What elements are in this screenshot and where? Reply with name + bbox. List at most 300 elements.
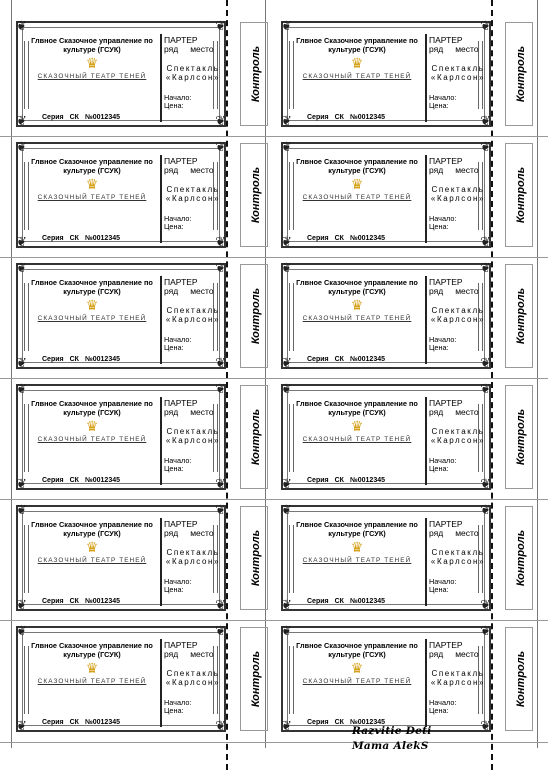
- hall-section: ПАРТЕР: [164, 398, 198, 408]
- start-time-label: Начало:: [429, 698, 457, 707]
- start-time-label: Начало:: [164, 93, 192, 102]
- start-time-label: Начало:: [429, 577, 457, 586]
- series-code: СК: [334, 477, 344, 484]
- seat-info: [429, 278, 487, 352]
- watermark-line-1: Razvitie Deti: [352, 725, 432, 737]
- control-label: Контроль: [515, 650, 527, 708]
- corner-ornament-icon: ❦: [215, 598, 226, 613]
- row-seat-labels: [164, 287, 222, 296]
- ticket-number: №0012345: [349, 719, 386, 726]
- row-seat-labels: [164, 166, 222, 175]
- corner-ornament-icon: ❦: [215, 356, 226, 371]
- ticket-series: [42, 235, 126, 242]
- series-label: Серия: [307, 477, 329, 484]
- seat-label: место: [455, 528, 479, 538]
- cut-line-row-5: [0, 620, 548, 621]
- control-stub: [238, 139, 274, 251]
- corner-ornament-icon: ❦: [281, 114, 292, 129]
- crown-icon: ♛: [85, 419, 99, 435]
- column-ornament-icon: [289, 162, 294, 230]
- ticket-number: №0012345: [84, 235, 121, 242]
- corner-ornament-icon: ❦: [480, 598, 491, 613]
- corner-ornament-icon: ❦: [281, 382, 292, 397]
- ticket-series: [307, 598, 391, 605]
- series-label: Серия: [307, 719, 329, 726]
- divider: [425, 155, 427, 243]
- column-ornament-icon: [289, 646, 294, 714]
- theatre-name: СКАЗОЧНЫЙ ТЕАТР ТЕНЕЙ: [302, 436, 412, 443]
- theatre-name: СКАЗОЧНЫЙ ТЕАТР ТЕНЕЙ: [37, 315, 147, 322]
- show-title: «Карлсон»: [165, 557, 221, 566]
- start-time-label: Начало:: [164, 456, 192, 465]
- corner-ornament-icon: ❦: [215, 235, 226, 250]
- show-label: Спектакль: [166, 306, 220, 315]
- corner-ornament-icon: ❦: [281, 261, 292, 276]
- cut-line-row-4: [0, 499, 548, 500]
- ticket-issuer: [30, 641, 154, 685]
- ticket-series: [42, 719, 126, 726]
- seat-label: место: [455, 407, 479, 417]
- ticket-series: [307, 356, 391, 363]
- divider: [160, 155, 162, 243]
- series-code: СК: [334, 235, 344, 242]
- seat-info: [429, 157, 487, 231]
- theatre-name: СКАЗОЧНЫЙ ТЕАТР ТЕНЕЙ: [302, 194, 412, 201]
- show-title: «Карлсон»: [165, 194, 221, 203]
- control-label: Контроль: [250, 529, 262, 587]
- cut-line-row-2: [0, 257, 548, 258]
- theatre-name: СКАЗОЧНЫЙ ТЕАТР ТЕНЕЙ: [37, 436, 147, 443]
- crown-icon: ♛: [350, 177, 364, 193]
- corner-ornament-icon: ❦: [16, 382, 27, 397]
- row-seat-labels: [429, 408, 487, 417]
- series-code: СК: [334, 114, 344, 121]
- series-label: Серия: [42, 598, 64, 605]
- organization-name: Глвное Сказочное управление по культуре (ГСУК): [31, 278, 153, 296]
- show-label: Спектакль: [431, 185, 485, 194]
- column-ornament-icon: [24, 404, 29, 472]
- column-ornament-icon: [289, 404, 294, 472]
- show-label: Спектакль: [431, 548, 485, 557]
- row-label: ряд: [429, 649, 444, 659]
- ticket-series: [42, 598, 126, 605]
- start-time-label: Начало:: [164, 698, 192, 707]
- organization-name: Глвное Сказочное управление по культуре (ГСУК): [31, 641, 153, 659]
- start-time-label: Начало:: [429, 456, 457, 465]
- series-code: СК: [69, 598, 79, 605]
- organization-name: Глвное Сказочное управление по культуре (ГСУК): [296, 399, 418, 417]
- column-ornament-icon: [289, 283, 294, 351]
- ticket: [279, 139, 531, 251]
- organization-name: Глвное Сказочное управление по культуре (ГСУК): [296, 278, 418, 296]
- corner-ornament-icon: ❦: [16, 719, 27, 734]
- ticket-issuer: [295, 278, 419, 322]
- divider: [425, 34, 427, 122]
- show-label: Спектакль: [166, 185, 220, 194]
- ticket: [279, 381, 531, 493]
- divider: [160, 34, 162, 122]
- show-label: Спектакль: [431, 64, 485, 73]
- corner-ornament-icon: ❦: [16, 19, 27, 34]
- show-title: «Карлсон»: [165, 436, 221, 445]
- hall-section: ПАРТЕР: [429, 640, 463, 650]
- control-stub: [238, 502, 274, 614]
- corner-ornament-icon: ❦: [281, 140, 292, 155]
- column-ornament-icon: [24, 646, 29, 714]
- ticket-issuer: [30, 520, 154, 564]
- organization-name: Глвное Сказочное управление по культуре (ГСУК): [31, 157, 153, 175]
- price-label: Цена:: [164, 585, 184, 594]
- row-seat-labels: [429, 166, 487, 175]
- corner-ornament-icon: ❦: [215, 140, 226, 155]
- corner-ornament-icon: ❦: [480, 624, 491, 639]
- row-label: ряд: [164, 407, 179, 417]
- seat-label: место: [190, 286, 214, 296]
- series-label: Серия: [307, 598, 329, 605]
- series-label: Серия: [307, 114, 329, 121]
- divider: [160, 276, 162, 364]
- seat-info: [429, 399, 487, 473]
- seat-info: [164, 36, 222, 110]
- corner-ornament-icon: ❦: [281, 477, 292, 492]
- corner-ornament-icon: ❦: [480, 235, 491, 250]
- crown-icon: ♛: [85, 177, 99, 193]
- ticket-series: [307, 235, 391, 242]
- start-time-label: Начало:: [429, 214, 457, 223]
- corner-ornament-icon: ❦: [215, 114, 226, 129]
- crown-icon: ♛: [85, 661, 99, 677]
- seat-info: [164, 520, 222, 594]
- control-stub: [503, 381, 539, 493]
- corner-ornament-icon: ❦: [281, 235, 292, 250]
- ticket-number: №0012345: [84, 114, 121, 121]
- show-title: «Карлсон»: [165, 678, 221, 687]
- crown-icon: ♛: [350, 56, 364, 72]
- control-label: Контроль: [250, 287, 262, 345]
- corner-ornament-icon: ❦: [215, 19, 226, 34]
- control-label: Контроль: [515, 408, 527, 466]
- crown-icon: ♛: [85, 540, 99, 556]
- seat-label: место: [190, 528, 214, 538]
- corner-ornament-icon: ❦: [480, 382, 491, 397]
- ticket-number: №0012345: [84, 598, 121, 605]
- row-seat-labels: [164, 408, 222, 417]
- row-seat-labels: [429, 287, 487, 296]
- seat-info: [164, 399, 222, 473]
- row-label: ряд: [429, 286, 444, 296]
- price-label: Цена:: [164, 222, 184, 231]
- show-title: «Карлсон»: [430, 194, 486, 203]
- seat-label: место: [190, 44, 214, 54]
- start-time-label: Начало:: [164, 577, 192, 586]
- seat-label: место: [190, 165, 214, 175]
- corner-ornament-icon: ❦: [215, 624, 226, 639]
- series-label: Серия: [42, 477, 64, 484]
- show-title: «Карлсон»: [165, 315, 221, 324]
- crown-icon: ♛: [350, 419, 364, 435]
- ticket-number: №0012345: [349, 235, 386, 242]
- divider: [425, 518, 427, 606]
- show-title: «Карлсон»: [430, 678, 486, 687]
- control-label: Контроль: [250, 650, 262, 708]
- organization-name: Глвное Сказочное управление по культуре (ГСУК): [31, 399, 153, 417]
- theatre-name: СКАЗОЧНЫЙ ТЕАТР ТЕНЕЙ: [37, 557, 147, 564]
- row-label: ряд: [164, 44, 179, 54]
- column-ornament-icon: [24, 162, 29, 230]
- divider: [425, 639, 427, 727]
- organization-name: Глвное Сказочное управление по культуре (ГСУК): [296, 157, 418, 175]
- series-code: СК: [69, 114, 79, 121]
- ticket: [14, 18, 266, 130]
- column-ornament-icon: [24, 41, 29, 109]
- theatre-name: СКАЗОЧНЫЙ ТЕАТР ТЕНЕЙ: [302, 678, 412, 685]
- start-time-label: Начало:: [164, 335, 192, 344]
- crown-icon: ♛: [85, 298, 99, 314]
- corner-ornament-icon: ❦: [480, 140, 491, 155]
- crown-icon: ♛: [350, 661, 364, 677]
- series-label: Серия: [307, 356, 329, 363]
- series-label: Серия: [307, 235, 329, 242]
- ticket-issuer: [295, 36, 419, 80]
- hall-section: ПАРТЕР: [164, 156, 198, 166]
- price-label: Цена:: [164, 101, 184, 110]
- start-time-label: Начало:: [429, 335, 457, 344]
- seat-info: [164, 157, 222, 231]
- hall-section: ПАРТЕР: [429, 519, 463, 529]
- price-label: Цена:: [429, 585, 449, 594]
- ticket: [14, 139, 266, 251]
- ticket-issuer: [295, 157, 419, 201]
- start-time-label: Начало:: [429, 93, 457, 102]
- row-seat-labels: [164, 650, 222, 659]
- row-label: ряд: [164, 165, 179, 175]
- ticket-series: [42, 477, 126, 484]
- theatre-name: СКАЗОЧНЫЙ ТЕАТР ТЕНЕЙ: [37, 678, 147, 685]
- organization-name: Глвное Сказочное управление по культуре (ГСУК): [296, 520, 418, 538]
- row-label: ряд: [164, 528, 179, 538]
- series-code: СК: [334, 356, 344, 363]
- series-code: СК: [334, 719, 344, 726]
- corner-ornament-icon: ❦: [16, 261, 27, 276]
- show-label: Спектакль: [431, 669, 485, 678]
- row-label: ряд: [429, 165, 444, 175]
- ticket-issuer: [30, 278, 154, 322]
- corner-ornament-icon: ❦: [281, 598, 292, 613]
- control-label: Контроль: [515, 287, 527, 345]
- cut-line-bottom: [0, 742, 548, 743]
- show-title: «Карлсон»: [430, 436, 486, 445]
- price-label: Цена:: [429, 101, 449, 110]
- crown-icon: ♛: [350, 540, 364, 556]
- ticket: [14, 623, 266, 735]
- ticket-number: №0012345: [84, 356, 121, 363]
- row-label: ряд: [429, 44, 444, 54]
- price-label: Цена:: [429, 464, 449, 473]
- cut-line-row-1: [0, 136, 548, 137]
- price-label: Цена:: [429, 343, 449, 352]
- corner-ornament-icon: ❦: [16, 235, 27, 250]
- corner-ornament-icon: ❦: [281, 356, 292, 371]
- seat-info: [429, 36, 487, 110]
- ticket-issuer: [30, 399, 154, 443]
- theatre-name: СКАЗОЧНЫЙ ТЕАТР ТЕНЕЙ: [302, 557, 412, 564]
- ticket-series: [42, 356, 126, 363]
- control-label: Контроль: [515, 45, 527, 103]
- row-label: ряд: [164, 286, 179, 296]
- show-title: «Карлсон»: [430, 557, 486, 566]
- series-label: Серия: [42, 356, 64, 363]
- control-label: Контроль: [250, 45, 262, 103]
- seat-label: место: [455, 649, 479, 659]
- ticket-number: №0012345: [84, 477, 121, 484]
- row-label: ряд: [429, 407, 444, 417]
- control-stub: [503, 139, 539, 251]
- corner-ornament-icon: ❦: [281, 624, 292, 639]
- hall-section: ПАРТЕР: [429, 398, 463, 408]
- show-label: Спектакль: [166, 548, 220, 557]
- control-label: Контроль: [515, 529, 527, 587]
- corner-ornament-icon: ❦: [215, 382, 226, 397]
- ticket-number: №0012345: [349, 114, 386, 121]
- hall-section: ПАРТЕР: [164, 640, 198, 650]
- corner-ornament-icon: ❦: [16, 598, 27, 613]
- row-seat-labels: [429, 45, 487, 54]
- show-title: «Карлсон»: [165, 73, 221, 82]
- control-stub: [503, 623, 539, 735]
- seat-label: место: [190, 407, 214, 417]
- hall-section: ПАРТЕР: [429, 35, 463, 45]
- price-label: Цена:: [164, 464, 184, 473]
- ticket-issuer: [295, 520, 419, 564]
- corner-ornament-icon: ❦: [16, 114, 27, 129]
- ticket: [14, 260, 266, 372]
- corner-ornament-icon: ❦: [480, 503, 491, 518]
- row-seat-labels: [164, 45, 222, 54]
- corner-ornament-icon: ❦: [16, 477, 27, 492]
- corner-ornament-icon: ❦: [16, 503, 27, 518]
- series-code: СК: [69, 235, 79, 242]
- series-label: Серия: [42, 719, 64, 726]
- ticket-number: №0012345: [349, 356, 386, 363]
- control-label: Контроль: [250, 408, 262, 466]
- corner-ornament-icon: ❦: [480, 261, 491, 276]
- ticket-series: [307, 114, 391, 121]
- divider: [160, 397, 162, 485]
- seat-label: место: [455, 165, 479, 175]
- divider: [160, 639, 162, 727]
- column-ornament-icon: [289, 41, 294, 109]
- column-ornament-icon: [24, 525, 29, 593]
- control-stub: [503, 260, 539, 372]
- organization-name: Глвное Сказочное управление по культуре (ГСУК): [31, 520, 153, 538]
- corner-ornament-icon: ❦: [480, 19, 491, 34]
- row-seat-labels: [164, 529, 222, 538]
- corner-ornament-icon: ❦: [16, 356, 27, 371]
- show-title: «Карлсон»: [430, 315, 486, 324]
- control-label: Контроль: [250, 166, 262, 224]
- crown-icon: ♛: [350, 298, 364, 314]
- show-label: Спектакль: [166, 427, 220, 436]
- ticket: [14, 381, 266, 493]
- price-label: Цена:: [429, 222, 449, 231]
- price-label: Цена:: [429, 706, 449, 715]
- seat-info: [164, 278, 222, 352]
- start-time-label: Начало:: [164, 214, 192, 223]
- hall-section: ПАРТЕР: [164, 519, 198, 529]
- divider: [425, 276, 427, 364]
- control-label: Контроль: [515, 166, 527, 224]
- series-code: СК: [69, 477, 79, 484]
- theatre-name: СКАЗОЧНЫЙ ТЕАТР ТЕНЕЙ: [302, 73, 412, 80]
- series-label: Серия: [42, 235, 64, 242]
- show-label: Спектакль: [431, 427, 485, 436]
- organization-name: Глвное Сказочное управление по культуре (ГСУК): [296, 641, 418, 659]
- ticket-issuer: [30, 157, 154, 201]
- corner-ornament-icon: ❦: [16, 624, 27, 639]
- ticket: [279, 502, 531, 614]
- theatre-name: СКАЗОЧНЫЙ ТЕАТР ТЕНЕЙ: [37, 73, 147, 80]
- seat-info: [429, 520, 487, 594]
- row-seat-labels: [429, 650, 487, 659]
- ticket-issuer: [295, 641, 419, 685]
- control-stub: [238, 18, 274, 130]
- hall-section: ПАРТЕР: [429, 277, 463, 287]
- divider: [425, 397, 427, 485]
- hall-section: ПАРТЕР: [164, 35, 198, 45]
- corner-ornament-icon: ❦: [480, 477, 491, 492]
- column-ornament-icon: [24, 283, 29, 351]
- ticket-series: [42, 114, 126, 121]
- corner-ornament-icon: ❦: [281, 503, 292, 518]
- row-label: ряд: [429, 528, 444, 538]
- ticket: [279, 623, 531, 735]
- ticket: [279, 18, 531, 130]
- seat-info: [164, 641, 222, 715]
- divider: [160, 518, 162, 606]
- hall-section: ПАРТЕР: [429, 156, 463, 166]
- price-label: Цена:: [164, 343, 184, 352]
- seat-label: место: [455, 286, 479, 296]
- show-label: Спектакль: [166, 64, 220, 73]
- corner-ornament-icon: ❦: [215, 261, 226, 276]
- ticket-series: [307, 477, 391, 484]
- organization-name: Глвное Сказочное управление по культуре (ГСУК): [296, 36, 418, 54]
- series-code: СК: [69, 356, 79, 363]
- ticket-issuer: [30, 36, 154, 80]
- crown-icon: ♛: [85, 56, 99, 72]
- corner-ornament-icon: ❦: [480, 719, 491, 734]
- corner-ornament-icon: ❦: [215, 719, 226, 734]
- series-label: Серия: [42, 114, 64, 121]
- corner-ornament-icon: ❦: [215, 477, 226, 492]
- show-title: «Карлсон»: [430, 73, 486, 82]
- corner-ornament-icon: ❦: [215, 503, 226, 518]
- ticket-number: №0012345: [84, 719, 121, 726]
- control-stub: [503, 18, 539, 130]
- control-stub: [238, 381, 274, 493]
- corner-ornament-icon: ❦: [480, 114, 491, 129]
- column-ornament-icon: [289, 525, 294, 593]
- row-label: ряд: [164, 649, 179, 659]
- corner-ornament-icon: ❦: [281, 719, 292, 734]
- seat-info: [429, 641, 487, 715]
- series-code: СК: [334, 598, 344, 605]
- control-stub: [238, 260, 274, 372]
- seat-label: место: [190, 649, 214, 659]
- ticket: [14, 502, 266, 614]
- organization-name: Глвное Сказочное управление по культуре (ГСУК): [31, 36, 153, 54]
- theatre-name: СКАЗОЧНЫЙ ТЕАТР ТЕНЕЙ: [302, 315, 412, 322]
